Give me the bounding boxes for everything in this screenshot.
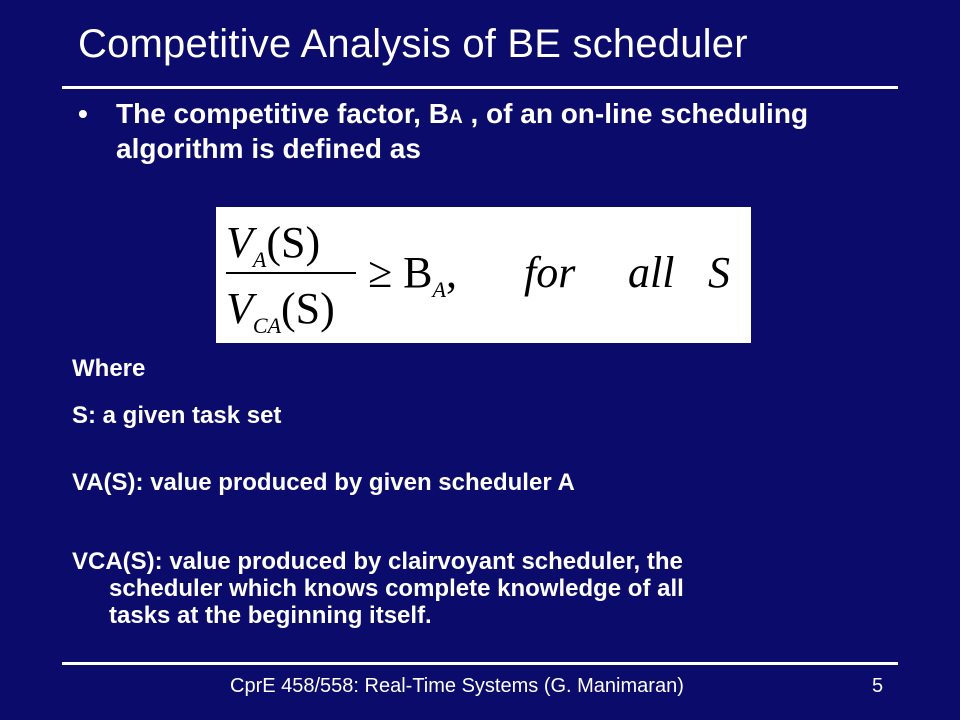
vca-line-2: scheduler which knows complete knowledge of all [109, 575, 684, 602]
vca-line-3: tasks at the beginning itself. [109, 602, 432, 629]
formula-all: all [628, 248, 675, 297]
formula-numerator: $V_A(S)$ [226, 218, 321, 272]
va-definition: VA(S): value produced by given scheduler A [72, 469, 575, 496]
footer-text: CprE 458/558: Real-Time Systems (G. Manimaran) [230, 675, 684, 697]
slide-title: Competitive Analysis of BE scheduler [78, 22, 748, 66]
page-number: 5 [872, 675, 884, 697]
formula-for: for [524, 248, 576, 297]
formula-relation: ≥ $B_A$, [368, 248, 457, 302]
where-label: Where [72, 355, 146, 382]
formula-box [216, 207, 751, 343]
bullet-text: The competitive factor, BA , of an on-line scheduling algorithm is defined as [116, 98, 809, 164]
vca-line-1: VCA(S): value produced by clairvoyant scheduler, the [72, 548, 683, 575]
title-rule [62, 86, 898, 89]
formula-s: S [708, 248, 730, 297]
footer-rule [62, 662, 898, 665]
vca-definition [72, 548, 684, 629]
formula-denominator: $V_{CA}(S)$ [226, 284, 335, 338]
bullet-dot: • [78, 98, 88, 129]
formula-equation [216, 207, 751, 343]
s-definition: S: a given task set [72, 402, 282, 429]
